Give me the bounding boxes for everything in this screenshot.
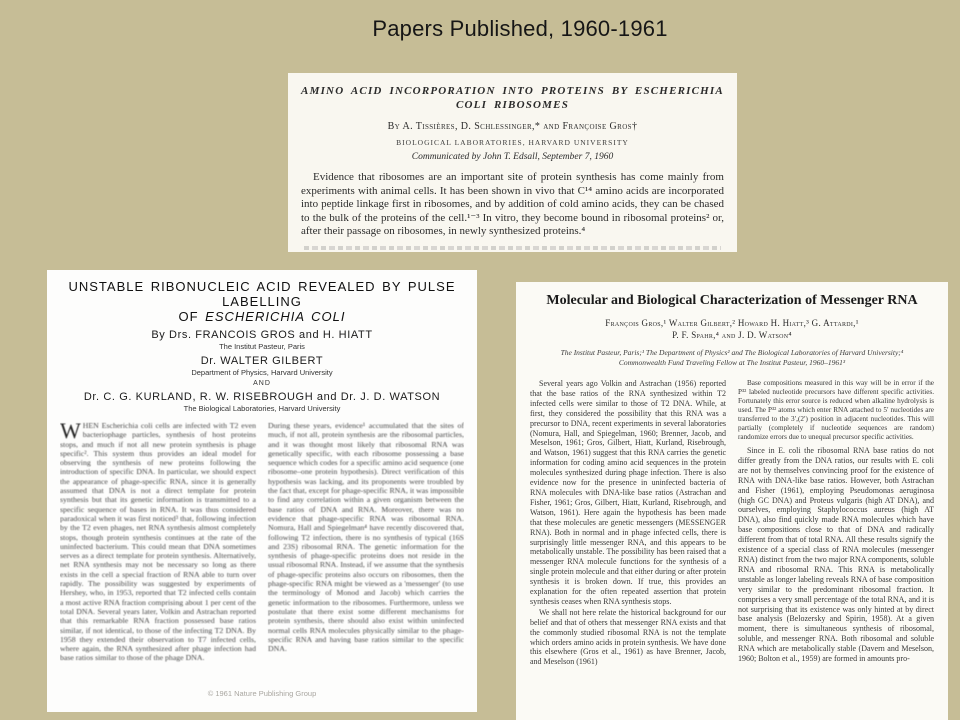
clipped-text-line bbox=[304, 246, 721, 250]
paper-body-columns bbox=[530, 379, 934, 720]
paper-authors-line1: François Gros,¹ Walter Gilbert,² Howard H. Hiatt,³ G. Attardi,¹ bbox=[605, 318, 859, 328]
paper-affiliation-line1: The Institut Pasteur, Paris;¹ The Department of Physics² and The Biological Laboratories of Harvard University;⁴ bbox=[560, 348, 904, 357]
paper-byline: By A. Tissières, D. Schlessinger,* and Françoise Gros† bbox=[387, 121, 638, 132]
paper-byline-gilbert: Dr. WALTER GILBERT bbox=[200, 355, 324, 367]
paper-messenger-rna bbox=[516, 282, 948, 720]
paper-abstract-text: Evidence that ribosomes are an important site of protein synthesis has come mainly from experiments with animal cells. It has been shown in vivo that C¹⁴ amino acids are incorporated into peptide linkage first in ribosomes, and by addition of cold amino acids, they can be chased to the bulk of the proteins of the cell.¹⁻³ In vitro, they become bound in ribosomal proteins² or, after their passage on ribosomes, in newly synthesized proteins.⁴ bbox=[301, 171, 724, 237]
body-column-right bbox=[738, 379, 934, 720]
paper-unstable-rna bbox=[47, 270, 477, 712]
paper-title-line2-prefix: OF bbox=[178, 309, 206, 324]
body-paragraph-smallprint: Base compositions measured in this way will be in error if the P³² labeled nucleotide precursors have different specific activities. Fortunately this error source is reduced when alkaline hydrolysis is used. The P³² atoms which enter RNA attached to 5′ nucleotides are transferred to the 3′,(2′) position in adjacent nucleotides. This will partially (completely if nucleotide sequences are random) randomize errors due to unequal precursor specific activities. bbox=[738, 379, 934, 441]
paper-title: Molecular and Biological Characterization of Messenger RNA bbox=[546, 293, 918, 308]
paper-affiliation: BIOLOGICAL LABORATORIES, HARVARD UNIVERSITY bbox=[396, 138, 629, 147]
paper-authors-line2: P. F. Spahr,⁴ and J. D. Watson⁴ bbox=[672, 329, 792, 340]
paper-affiliation-line2: Commonwealth Fund Traveling Fellow at The Institut Pasteur, 1960–1961³ bbox=[618, 358, 846, 367]
paper-and-conjunction: AND bbox=[253, 380, 271, 387]
paper-title-line2-species: ESCHERICHIA COLI bbox=[205, 309, 346, 324]
paper-title bbox=[60, 279, 464, 324]
paper-title-line2 bbox=[60, 309, 464, 324]
slide-title: Papers Published, 1960-1961 bbox=[372, 16, 668, 41]
copyright-line: © 1961 Nature Publishing Group bbox=[207, 689, 317, 698]
body-column-left: WHEN Escherichia coli cells are infected with T2 even bacteriophage particles, synthesis of host proteins stops, and much if not all new protein synthesis is phage specific². This system thus provides an ideal model for observing the synthesis of new proteins following the introduction of specific DNA. In particular, we should expect the appearance of phage-specific RNA, since it is generally assumed that DNA is not a direct template for protein synthesis but that its genetic information is transmitted to a specific sequence of bases in RNA. It was thus considered paradoxical when it was first noticed³ that, following infection by the T2 even phages, net RNA synthesis almost completely stops, though protein synthesis continues at the rate of the uninfected bacterium. This could mean that DNA sometimes serves as a direct template for protein synthesis. Alternatively, net RNA synthesis may not be necessary so long as there exists in the cell a special fraction of RNA able to turn over rapidly. The possibility was suggested by experiments of Hershey, who, in 1953, reported that T2 infected cells contain a most active RNA fraction comprising about 1 per cent of the total DNA. Several years later, Volkin and Astrachan reported that this remarkable RNA fraction possessed base ratios similar, if not identical, to those of the infecting T2 DNA. By 1958 they extended their observation to T7 infected cells, where again, the RNA synthesized after phage infection had base ratios similar to those of the phage DNA. bbox=[60, 421, 256, 663]
paper-affiliation bbox=[530, 348, 934, 368]
paper-affiliation-physics: Department of Physics, Harvard University bbox=[191, 368, 333, 377]
paper-title bbox=[301, 85, 724, 112]
paper-affiliation-pasteur: The Institut Pasteur, Paris bbox=[219, 342, 305, 351]
paper-authors bbox=[530, 318, 934, 341]
paper-title-line1: AMINO ACID INCORPORATION INTO PROTEINS BY ESCHERICHIA bbox=[301, 85, 724, 97]
body-column-right: During these years, evidence¹ accumulated that the sites of much, if not all, protein synthesis are the ribosomal particles, and it was thought most likely that ribosomal RNA was genetically specific, with each ribosome possessing a base sequence which codes for a specific amino acid sequence (one ribosome–one protein hypothesis). Direct verification of this hypothesis was lacking, and its proponents were troubled by the fact that, except for phage-specific RNA, it was impossible to find any correlation within a given organism between the base ratios of DNA and RNA. Moreover, there was no evidence that phage-specific RNA was ribosomal RNA. Nomura, Hall and Spiegelman⁴ have recently discovered that, following T2 infection, there is no synthesis of typical (16S and 23S) ribosomal RNA. The genetic information for the synthesis of phage-specific proteins does not reside in the usual ribosomal RNA. Instead, if we assume that the synthesis of phage-specific proteins also occurs on ribosomes, then the phage-specific RNA might be viewed as a 'messenger' (to use the terminology of Monod and Jacob) which carries the genetic information to the ribosomes. Furthermore, unless we postulate that there exist some different mechanisms for protein synthesis, there should also exist within uninfected normal cells RNA molecules physically similar to the phage-specific RNA and having base ratios similar to the specific DNA. bbox=[268, 421, 464, 654]
body-paragraph: Since in E. coli the ribosomal RNA base ratios do not differ greatly from the DNA ratios, our results with E. coli are not by themselves convincing proof for the existence of RNA with DNA-like base ratios. However, both Astrachan and Fisher (1961), employing Pseudomonas aeruginosa (high GC DNA) and Proteus vulgaris (high AT DNA), and ourselves, employing Staphylococcus aureus (high AT DNA), also find quickly made RNA molecules which have base compositions close to that of DNA and radically different from that of total RNA. All these results signify the existence of a special class of RNA molecules (messenger RNA) distinct from the two major RNA components, soluble RNA and ribosomal RNA. This RNA is metabolically unstable as longer labeling reveals RNA of base composition very similar to the predominant ribosomal fraction. It comprises a very small percentage of the total RNA, and it is not surprising that its existence was only hinted at by direct base analysis (Belozersky and Spirin, 1958). At a given moment, there is simultaneous synthesis of ribosomal, soluble, and messenger RNA. Both ribosomal and soluble RNA which are metabolically stable (Davern and Meselson, 1960; Bolton et al., 1959) are formed in amounts pro- bbox=[738, 446, 934, 664]
body-column-left bbox=[530, 379, 726, 720]
paper-communicated-line: Communicated by John T. Edsall, September 7, 1960 bbox=[411, 152, 614, 162]
paper-body-columns bbox=[60, 421, 464, 693]
paper-affiliation-biolabs: The Biological Laboratories, Harvard University bbox=[183, 404, 341, 413]
paper-title-line2: COLI RIBOSOMES bbox=[455, 98, 570, 111]
paper-byline-gros-hiatt: By Drs. FRANCOIS GROS and H. HIATT bbox=[151, 329, 373, 341]
body-paragraph: Several years ago Volkin and Astrachan (1956) reported that the base ratios of the RNA synthesized within T2 infected cells were similar to those of T2 DNA. While, at first, they considered the possibility that this RNA was a precursor to DNA, recent experiments in several laboratories (Nomura, Hall, and Spiegelman, 1960; Brenner, Jacob, and Meselson, 1961; Gros, Gilbert, Hiatt, Kurland, Risebrough, and Watson, 1961) suggest that this RNA carries the genetic information for coding amino acid sequences in the protein molecules synthesized during phage infection. There is also evidence now for the presence in uninfected bacteria of RNA molecules with DNA-like base ratios (Astrachan and Fisher, 1961; Gros, Gilbert, Hiatt, Kurland, Risebrough, and Watson, 1961). Here again the hypothesis has been made that these molecules are genetic messengers (MESSENGER RNA). Both in normal and in phage infected cells, there is surprisingly little messenger RNA, and this appears to be metabolically unstable. The possibility has been raised that a messenger RNA molecule functions for the synthesis of a single protein molecule and that either during or after protein synthesis it is broken down. If true, this provides an explanation for the often repeated assertion that protein synthesis ceases when RNA synthesis stops. bbox=[530, 379, 726, 606]
paper-title-line1: UNSTABLE RIBONUCLEIC ACID REVEALED BY PULSE LABELLING bbox=[68, 279, 456, 309]
paper-amino-acid-incorporation bbox=[288, 73, 737, 252]
body-paragraph: We shall not here relate the historical background for our belief and that of others that messenger RNA exists and that the commonly studied ribosomal RNA is not the template which orders amino acids in protein synthesis. We have done this elsewhere (Gros et al., 1961) as have Brenner, Jacob, and Meselson (1961) bbox=[530, 607, 726, 667]
paper-byline-kurland-watson: Dr. C. G. KURLAND, R. W. RISEBROUGH and Dr. J. D. WATSON bbox=[83, 391, 441, 403]
